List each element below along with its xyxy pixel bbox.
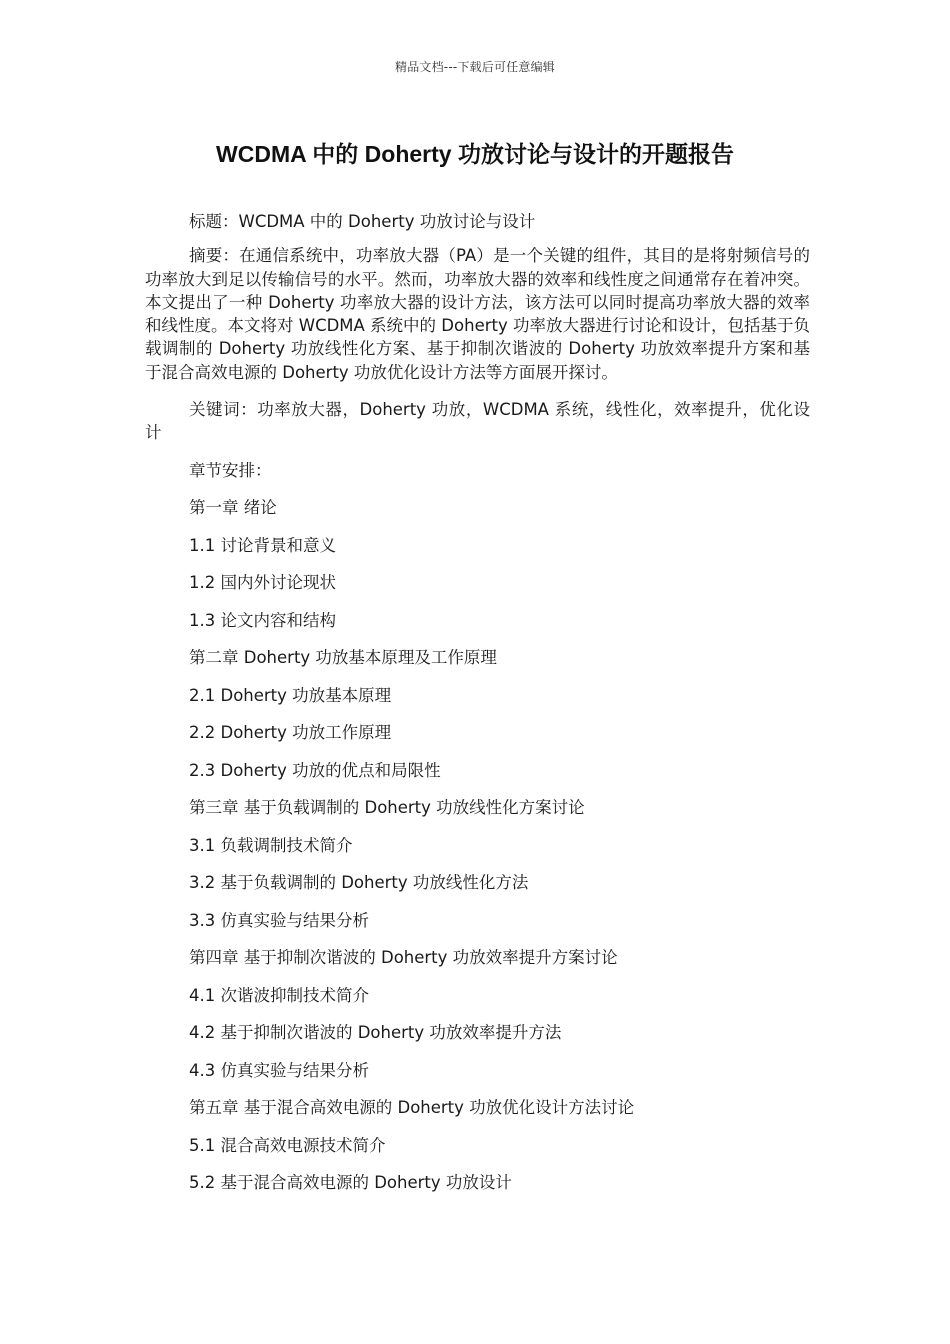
title-line: 标题：WCDMA 中的 Doherty 功放讨论与设计 xyxy=(189,212,536,231)
page-header: 精品文档---下载后可任意编辑 xyxy=(395,60,555,74)
outline-section-3-1: 3.1 负载调制技术简介 xyxy=(189,835,353,855)
document-body xyxy=(145,210,810,1209)
outline-section-5-1: 5.1 混合高效电源技术简介 xyxy=(189,1135,386,1155)
outline-section-5-2: 5.2 基于混合高效电源的 Doherty 功放设计 xyxy=(189,1173,512,1193)
outline-chapter-2: 第二章 Doherty 功放基本原理及工作原理 xyxy=(189,648,497,668)
keywords-paragraph: 关键词：功率放大器，Doherty 功放，WCDMA 系统，线性化，效率提升，优化设计 xyxy=(145,400,810,443)
outline-section-3-2: 3.2 基于负载调制的 Doherty 功放线性化方法 xyxy=(189,873,529,893)
document-title: WCDMA 中的 Doherty 功放讨论与设计的开题报告 xyxy=(216,141,734,167)
chapter-outline xyxy=(145,459,810,1209)
outline-section-4-2: 4.2 基于抑制次谐波的 Doherty 功放效率提升方法 xyxy=(189,1023,562,1043)
outline-section-2-3: 2.3 Doherty 功放的优点和局限性 xyxy=(189,760,441,780)
outline-section-2-2: 2.2 Doherty 功放工作原理 xyxy=(189,723,392,743)
outline-section-4-1: 4.1 次谐波抑制技术简介 xyxy=(189,985,369,1005)
outline-section-1-3: 1.3 论文内容和结构 xyxy=(189,610,336,630)
outline-section-2-1: 2.1 Doherty 功放基本原理 xyxy=(189,685,392,705)
outline-section-1-1: 1.1 讨论背景和意义 xyxy=(189,535,336,555)
outline-heading: 章节安排： xyxy=(189,460,272,480)
outline-section-3-3: 3.3 仿真实验与结果分析 xyxy=(189,910,369,930)
outline-chapter-4: 第四章 基于抑制次谐波的 Doherty 功放效率提升方案讨论 xyxy=(189,948,618,968)
outline-chapter-5: 第五章 基于混合高效电源的 Doherty 功放优化设计方法讨论 xyxy=(189,1098,635,1118)
outline-chapter-3: 第三章 基于负载调制的 Doherty 功放线性化方案讨论 xyxy=(189,798,585,818)
outline-section-4-3: 4.3 仿真实验与结果分析 xyxy=(189,1060,369,1080)
outline-section-1-2: 1.2 国内外讨论现状 xyxy=(189,573,336,593)
outline-chapter-1: 第一章 绪论 xyxy=(189,498,277,518)
abstract-paragraph: 摘要：在通信系统中，功率放大器（PA）是一个关键的组件，其目的是将射频信号的功率放大到足以传输信号的水平。然而，功率放大器的效率和线性度之间通常存在着冲突。本文提出了一种 Doherty 功率放大器的设计方法，该方法可以同时提高功率放大器的效率和线性度。本文将对 WCDMA 系统中的 Doherty 功率放大器进行讨论和设计，包括基于负载调制的 Doherty 功放线性化方案、基于抑制次谐波的 Doherty 功放效率提升方案和基于混合高效电源的 Doherty 功放优化设计方法等方面展开探讨。 xyxy=(145,246,810,382)
